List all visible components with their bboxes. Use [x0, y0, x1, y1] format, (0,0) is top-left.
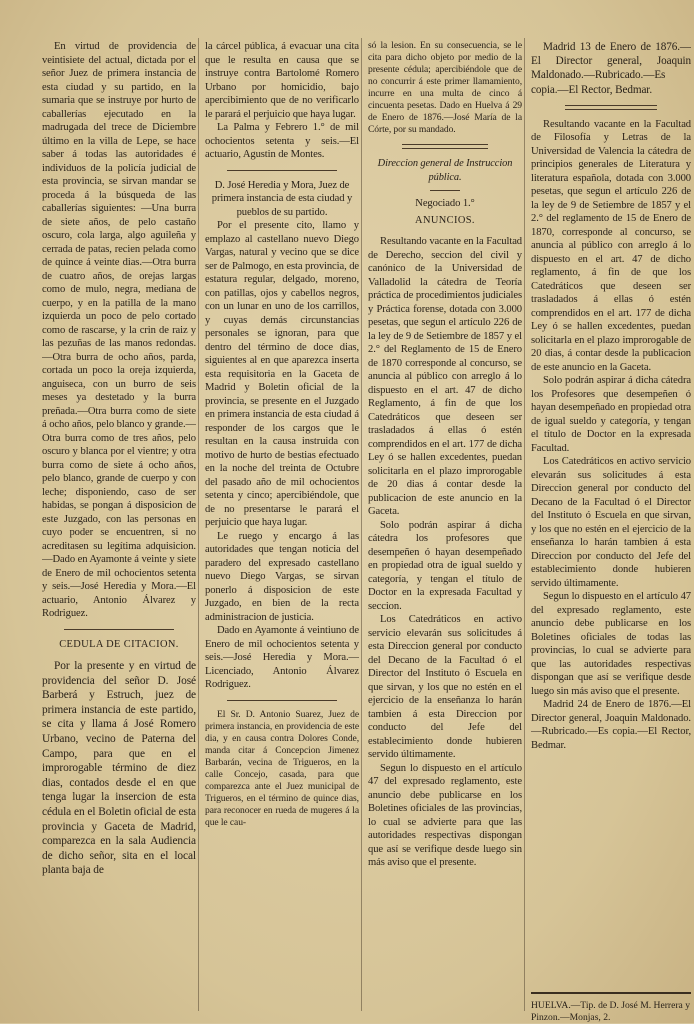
section-divider: [227, 170, 337, 171]
printer-imprint: HUELVA.—Tip. de D. José M. Herrera y Pinzon.—Monjas, 2.: [531, 1000, 690, 1023]
anuncio-valencia-solicitudes: Los Catedráticos en activo servicio elevarán sus solicitudes á esta Direccion general por conducto del Decano de la Facultad ó el Director del Instituto ó Escuela en que sirvan, y los que no estén en el ejercicio de la enseñanza lo harán tambien á esta Direccion por conducto del Jefe del establecimiento donde hubieren servido últimamente.: [531, 456, 691, 589]
requisitoria-hurto-caballerias: En virtud de providencia de veintisiete del actual, dictada por el señor Juez de primera instancia de esta ciudad y su partido, en la sumaria que se instruye por hurto de caballerías ejecutado en la madrugada del trece de Diciembre último en la villa de Lepe, se hace saber á todas las autoridades é individuos de la policía judicial de esta provincia, se sirvan mandar se proceda á la búsqueda de las caballerías siguientes: —Una burra de siete años, de pelo castaño oscuro, cola larga, algo aguileña y cerrada de patas, recien pelada como de quince á veinte dias.—Otra burra de cuatro años, de orejas largas como de mulo, negra, mediana de cuerpo, y en la patilla de la mano izquierda un poco de pelo cortado como de rascarse, y la crin de raiz y las pezuñas de las manos redondas.—Otra burra de ocho años, parda, cortada un poco la oreja izquierda, anguiseca, con un burro de seis meses ya destetado y la burra preñada.—Otra burra como de siete á ocho años, pelo blanco y grande.—Otra burra como de tres años, pelo oscuro y blanca por el vientre; y otra burra como de siete á ocho años, pelo blanco, grande de cuerpo y con leche; disponiendo, caso de ser habidas, se pongan á disposicion de este Juzgado, con las personas en cuyo poder se encuentren, si no acreditasen su legítima adquisicion.—Dado en Ayamonte á veinte y siete de Enero de mil ochocientos setenta y seis.—José Heredia y Mora.—El actuario, Antonio Álvarez y Rodriguez.: [42, 41, 196, 619]
anuncios-heading: ANUNCIOS.: [415, 214, 475, 226]
citacion-suarez-text: El Sr. D. Antonio Suarez, Juez de primera instancia, en providencia de este dia, y en causa contra Dolores Conde, manda citar á Concepcion Jimenez Barbarán, vecina de Trigueros, en la calle Concejo, casada, para que comparezca ante el Juez municipal de Trigueros, en el término de quince dias, para reconocer en rueda de mugeres á la que le cau-: [205, 708, 359, 828]
section-heading-cedula-citacion: CEDULA DE CITACION.: [59, 638, 179, 650]
negociado-label: Negociado 1.°: [415, 198, 475, 209]
direccion-general-heading: Direccion general de Instruccion pública.: [377, 158, 513, 183]
requisitoria-request: Le ruego y encargo á las autoridades que tengan noticia del paradero del expresado castellano nuevo Diego Vargas, se sirvan ponerlo á disposicion de este Juzgado, en bien de la recta administracion de justicia.: [205, 530, 359, 623]
column-4: [531, 40, 691, 1011]
anuncio-valladolid-publicacion: Segun lo dispuesto en el artículo 47 del expresado reglamento, este anuncio debe publicarse en los Boletines oficiales de las provincias, lo cual se advierte para que las autoridades respectivas dispongan que así se verifique desde luego sin más aviso que el presente.: [368, 762, 522, 868]
column-1: [42, 40, 196, 1011]
anuncio-valencia-requirements: Solo podrán aspirar á dicha cátedra los Profesores que desempeñen ó hayan desempeñado en propiedad otra de igual sueldo y categoría, y tengan el título de Doctor en la expresada Facultad.: [531, 375, 691, 454]
cedula-signature: La Palma y Febrero 1.° de mil ochocientos setenta y seis.—El actuario, Agustin de Montes.: [205, 122, 359, 160]
column-divider: [361, 38, 362, 1011]
citacion-continuation: só la lesion. En su consecuencia, se le cita para dicho objeto por medio de la presente cédula; apercibiéndole que de no concurrir á este primer llamamiento, incurre en una multa de cinco á cincuenta pesetas. Dado en Huelva á 29 de Enero de 1876.—José María de la Córte, por su mandado.: [368, 40, 522, 135]
anuncio-valencia-body: Resultando vacante en la Facultad de Filosofía y Letras de la Universidad de Valencia la cátedra de principios generales de Literatura y literatura española, dotada con 3.000 pesetas, que segun el artículo 226 de la ley de 9 de Setiembre de 1857 y el 2.° del reglamento de 15 de Enero de 1870, corresponde al concurso, se anuncia al público con arreglo á lo dispuesto en el art. 47 de dicho reglamento, á fin de que los Catedráticos que deseen ser trasladados á ellas ó estén comprendidos en el art. 177 de dicha Ley ó se hallen excedentes, puedan solicitarla en el plazo improrogable de 20 dias, á contar desde la publicacion de este anuncio en la Gaceta.: [531, 118, 691, 373]
anuncio-valencia-signature: Madrid 24 de Enero de 1876.—El Director general, Joaquin Maldonado.—Rubricado.—Es copia.—El Rector, Bedmar.: [531, 699, 691, 751]
short-divider: [430, 190, 460, 191]
section-divider: [227, 700, 337, 701]
column-divider: [198, 38, 199, 1011]
anuncio-valladolid-signature: Madrid 13 de Enero de 1876.—El Director general, Joaquin Maldonado.—Rubricado.—Es copia.—El Rector, Bedmar.: [531, 41, 691, 96]
section-divider: [565, 105, 657, 110]
column-divider: [524, 38, 525, 1011]
anuncio-valladolid-solicitudes: Los Catedráticos en activo servicio elevarán sus solicitudes á esta Direccion general por conducto del Decano de la Facultad ó el Director del Instituto ó Escuela en que sirvan, y los que no estén en el ejercicio de la enseñanza lo harán tambien á esta Direccion por conducto del Jefe del establecimiento donde hubieren servido últimamente.: [368, 614, 522, 760]
anuncio-valladolid-body: Resultando vacante en la Facultad de Derecho, seccion del civil y canónico de la Universidad de Valladolid la cátedra de Teoría práctica de procedimientos judiciales y Práctica forense, dotada con 3.000 pesetas, que segun el artículo 226 de la ley de 9 de Setiembre de 1857 y el 2.° del Reglamento de 15 de Enero de 1870 corresponde al concurso, se anuncia al público con arreglo á lo dispuesto en el art. 47 de dicho Reglamento, á fin de que los Catedráticos que deseen ser trasladados á ellas ó estén comprendidos en el art. 177 de dicha Ley ó se hallen excedentes, puedan solicitarla en el plazo improrogable de 20 dias á contar desde la publicacion de este anuncio en la Gaceta.: [368, 236, 522, 517]
column-2: [205, 40, 359, 1011]
cedula-citacion-text: Por la presente y en virtud de providencia del señor D. José Barberá y Estruch, juez de primera instancia de este partido, se cita y llama á José Romero Urbano, vecino de Paterna del Campo, para que en el improrogable término de diez dias, contados desde el en que tenga lugar la insercion de esta cédula en el Boletin oficial de esta provincia y Gaceta de Madrid, comparezca en la sala Audiencia de dicho señor, sita en el local planta baja de: [42, 660, 196, 877]
cedula-continuation: la cárcel pública, á evacuar una cita que le resulta en causa que se instruye contra Bartolomé Romero Urbano por homicidio, bajo apercibimiento que de no verificarlo le parará el perjuicio que haya lugar.: [205, 41, 359, 120]
column-3: [368, 40, 522, 1011]
anuncio-valencia-publicacion: Segun lo dispuesto en el artículo 47 del expresado reglamento, este anuncio debe publicarse en los Boletines oficiales de todas las provincias, lo cual se advierte para que las autoridades respectivas dispongan que así se verifique desde luego sin más aviso que el presente.: [531, 591, 691, 697]
requisitoria-heading: D. José Heredia y Mora, Juez de primera instancia de esta ciudad y pueblos de su partido.: [211, 179, 353, 218]
requisitoria-signature: Dado en Ayamonte á veintiuno de Enero de mil ochocientos setenta y seis.—José Heredia y Mora.—Licenciado, Antonio Álvarez Rodriguez.: [205, 625, 359, 690]
requisitoria-body: Por el presente cito, llamo y emplazo al castellano nuevo Diego Vargas, natural y vecino que se dice ser de Palmogo, en esta provincia, de estatura regular, delgado, moreno, con patillas, ojos y cabellos negros, con un lunar en uno de los carrillos, y cuyas demás circunstancias personales se ignoran, para que dentro del término de doce dias, siguientes al en que aparezca inserta esta requisitoria en la Gaceta de Madrid y Boletin oficial de la provincia, se presente en el Juzgado en primera instancia de esta ciudad á responder de los cargos que le resultan en la causa instruida con motivo de hurto de bestias efectuado en la noche del treinta de Octubre del pasado año de mil ochocientos setenta y cinco; apercibiéndole, que de no presentarse le parará el perjuicio que haya lugar.: [205, 220, 359, 528]
imprint-divider: [531, 992, 691, 994]
section-divider: [402, 144, 488, 149]
anuncio-valladolid-requirements: Solo podrán aspirar á dicha cátedra los profesores que desempeñen ó hayan desempeñado en propiedad otra de igual sueldo y categoría, y tengan el título de Doctor en la expresada Facultad y seccion.: [368, 519, 522, 612]
section-divider: [64, 629, 174, 630]
